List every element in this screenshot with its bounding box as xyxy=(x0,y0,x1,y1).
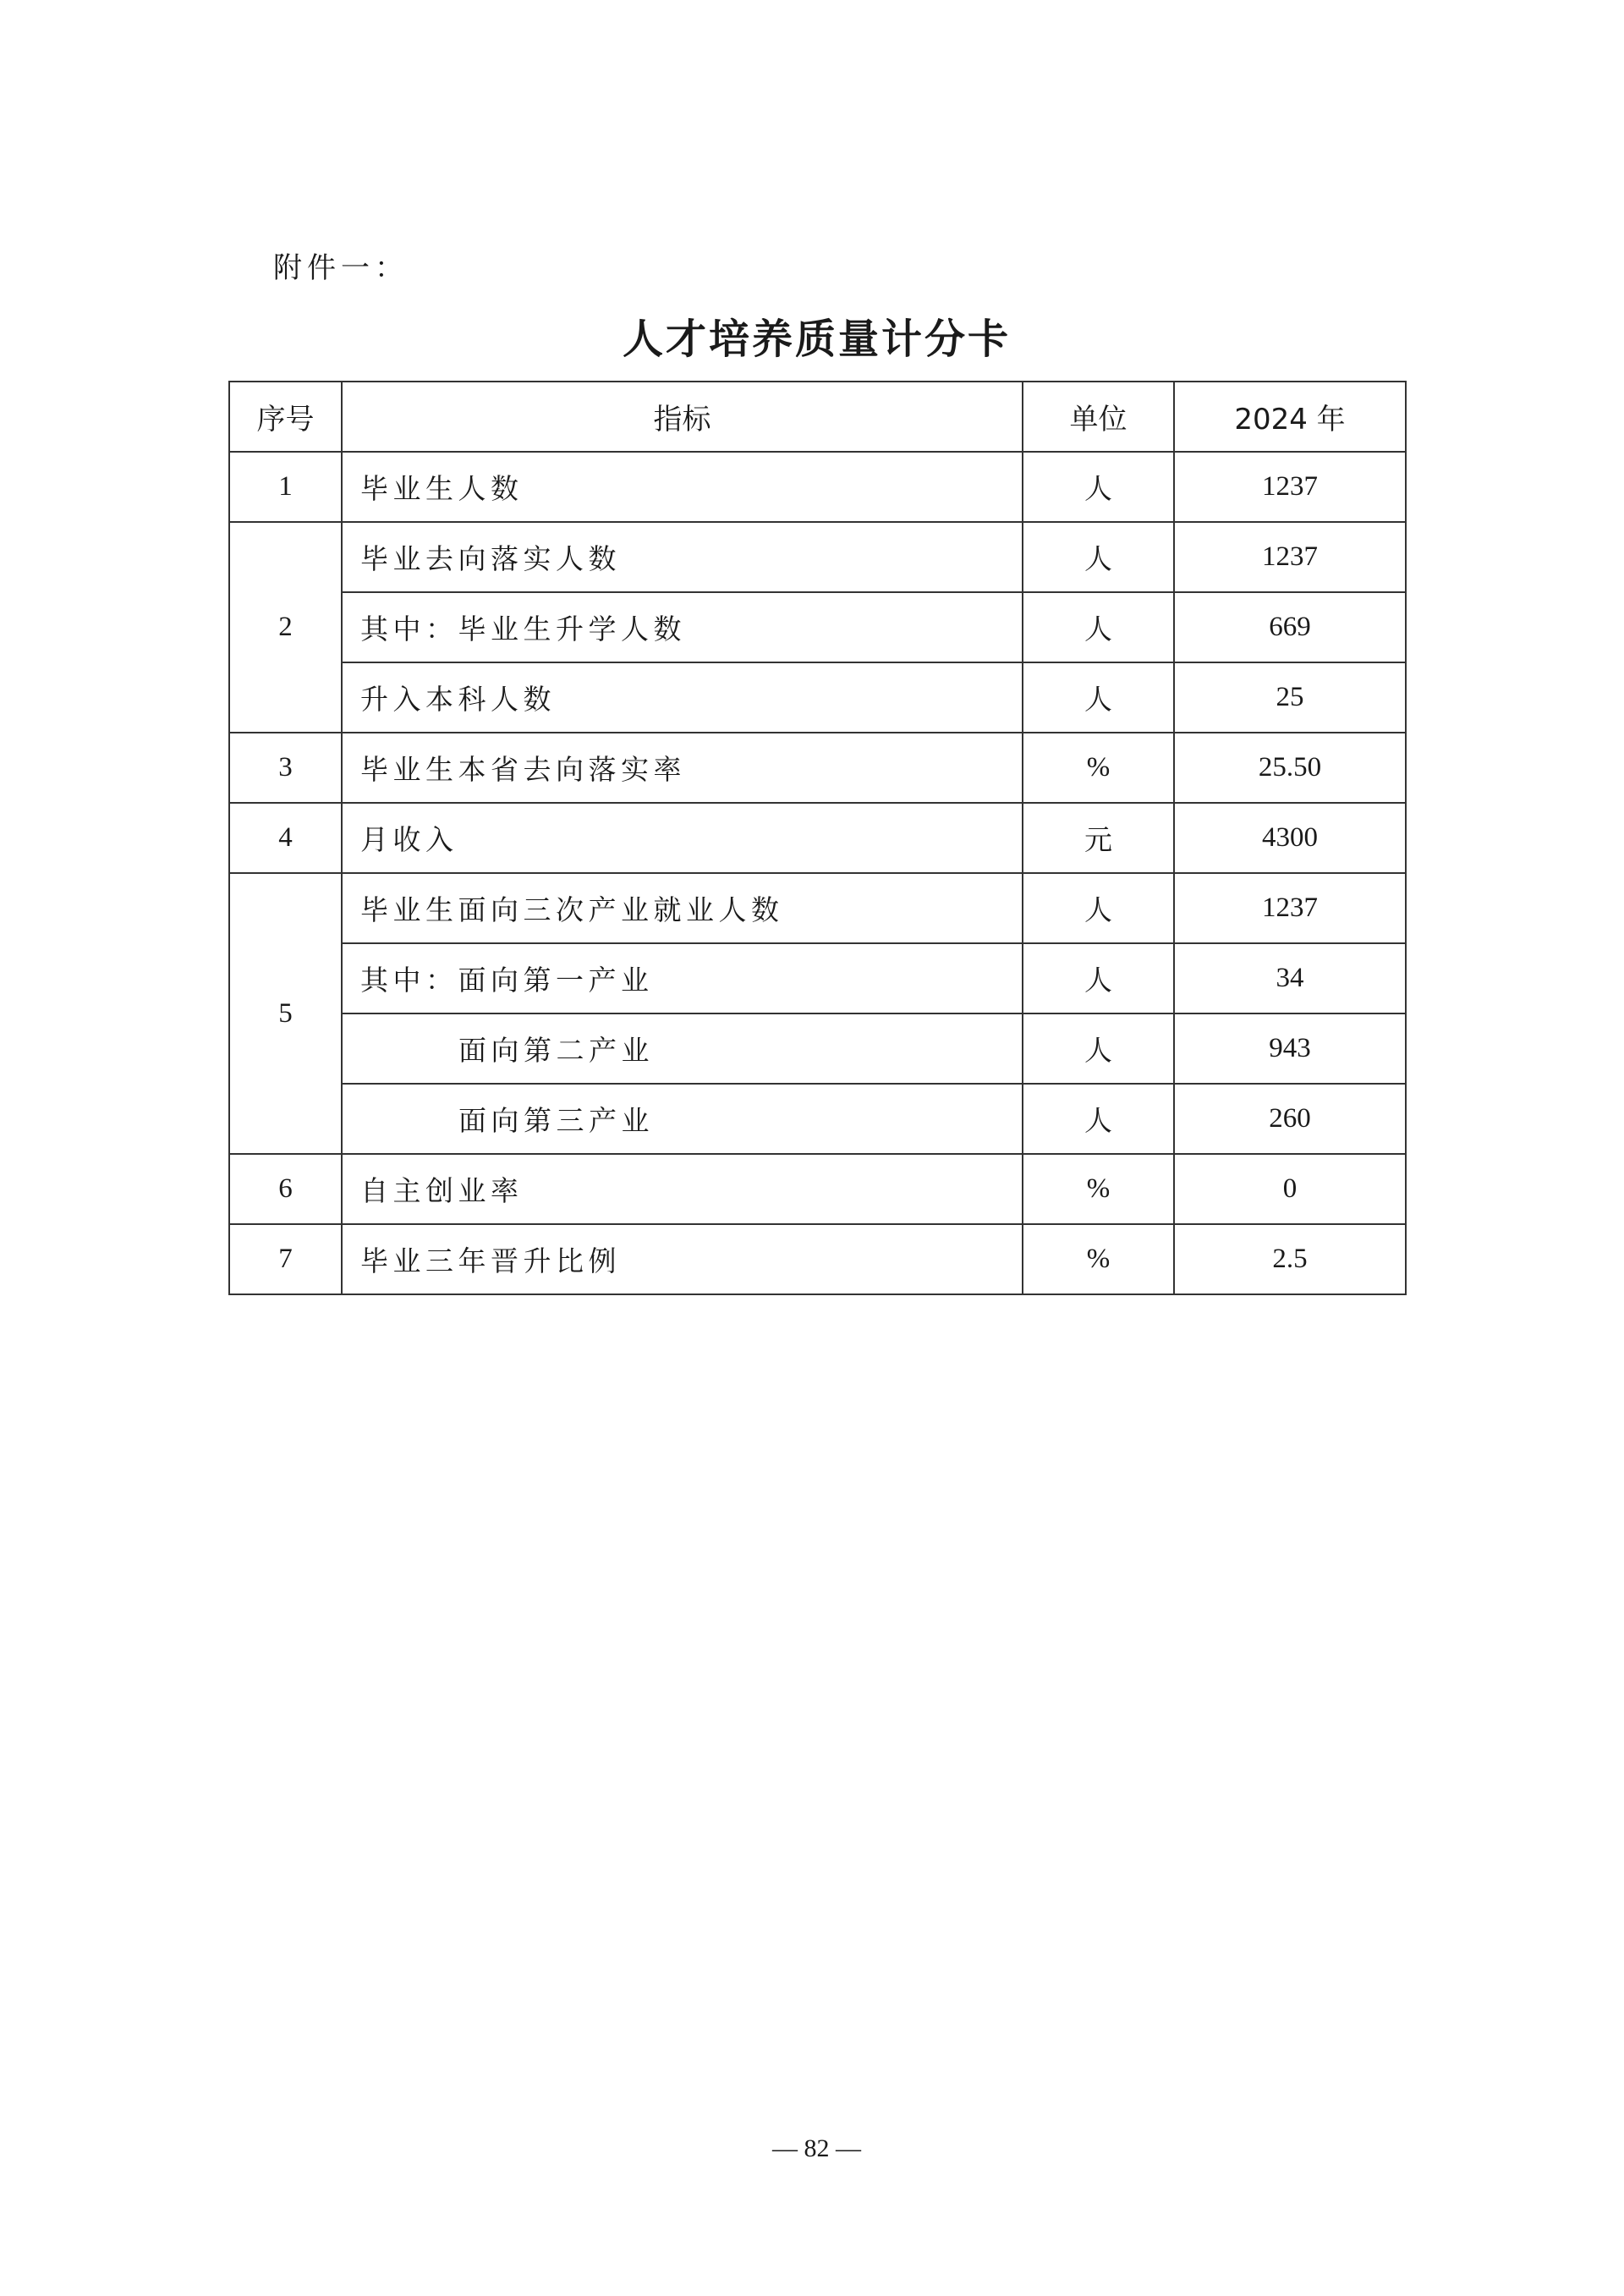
value-cell: 34 xyxy=(1174,943,1406,1013)
indicator-cell: 面向第二产业 xyxy=(342,1013,1023,1084)
header-year: 2024 年 xyxy=(1174,382,1406,452)
indicator-cell: 自主创业率 xyxy=(342,1154,1023,1224)
row-number: 3 xyxy=(229,733,342,803)
scorecard-table xyxy=(228,381,1407,1295)
value-cell: 1237 xyxy=(1174,873,1406,943)
unit-cell: 人 xyxy=(1023,1084,1174,1154)
value-cell: 2.5 xyxy=(1174,1224,1406,1294)
value-cell: 1237 xyxy=(1174,522,1406,592)
row-number: 6 xyxy=(229,1154,342,1224)
table-row xyxy=(229,452,1406,522)
row-number: 2 xyxy=(229,522,342,733)
indicator-cell: 毕业三年晋升比例 xyxy=(342,1224,1023,1294)
unit-cell: 元 xyxy=(1023,803,1174,873)
table-row xyxy=(229,803,1406,873)
row-number: 4 xyxy=(229,803,342,873)
indicator-cell: 月收入 xyxy=(342,803,1023,873)
unit-cell: 人 xyxy=(1023,943,1174,1013)
indicator-cell: 毕业去向落实人数 xyxy=(342,522,1023,592)
value-cell: 943 xyxy=(1174,1013,1406,1084)
indicator-cell: 毕业生人数 xyxy=(342,452,1023,522)
value-cell: 669 xyxy=(1174,592,1406,662)
indicator-cell: 毕业生面向三次产业就业人数 xyxy=(342,873,1023,943)
table-row xyxy=(229,1154,1406,1224)
value-cell: 4300 xyxy=(1174,803,1406,873)
unit-cell: 人 xyxy=(1023,662,1174,733)
unit-cell: 人 xyxy=(1023,592,1174,662)
table-row xyxy=(229,943,1406,1013)
unit-cell: % xyxy=(1023,733,1174,803)
table-row xyxy=(229,1224,1406,1294)
value-cell: 25.50 xyxy=(1174,733,1406,803)
indicator-cell: 其中：面向第一产业 xyxy=(342,943,1023,1013)
value-cell: 25 xyxy=(1174,662,1406,733)
table-row xyxy=(229,873,1406,943)
header-indicator: 指标 xyxy=(342,382,1023,452)
indicator-cell: 其中：毕业生升学人数 xyxy=(342,592,1023,662)
table-row xyxy=(229,1084,1406,1154)
table-row xyxy=(229,662,1406,733)
unit-cell: % xyxy=(1023,1154,1174,1224)
indicator-cell: 面向第三产业 xyxy=(342,1084,1023,1154)
indicator-cell: 毕业生本省去向落实率 xyxy=(342,733,1023,803)
document-title: 人才培养质量计分卡 xyxy=(622,316,1011,363)
value-cell: 0 xyxy=(1174,1154,1406,1224)
header-index: 序号 xyxy=(229,382,342,452)
table-row xyxy=(229,522,1406,592)
indicator-cell: 升入本科人数 xyxy=(342,662,1023,733)
unit-cell: % xyxy=(1023,1224,1174,1294)
scorecard-table-container xyxy=(228,381,1405,1295)
attachment-label: 附件一： xyxy=(273,251,409,285)
value-cell: 260 xyxy=(1174,1084,1406,1154)
unit-cell: 人 xyxy=(1023,1013,1174,1084)
row-number: 1 xyxy=(229,452,342,522)
table-row xyxy=(229,1013,1406,1084)
row-number: 7 xyxy=(229,1224,342,1294)
unit-cell: 人 xyxy=(1023,522,1174,592)
unit-cell: 人 xyxy=(1023,873,1174,943)
page-number: — 82 — xyxy=(772,2134,861,2162)
unit-cell: 人 xyxy=(1023,452,1174,522)
table-row xyxy=(229,733,1406,803)
header-unit: 单位 xyxy=(1023,382,1174,452)
row-number: 5 xyxy=(229,873,342,1154)
header-row xyxy=(229,382,1406,452)
value-cell: 1237 xyxy=(1174,452,1406,522)
table-row xyxy=(229,592,1406,662)
